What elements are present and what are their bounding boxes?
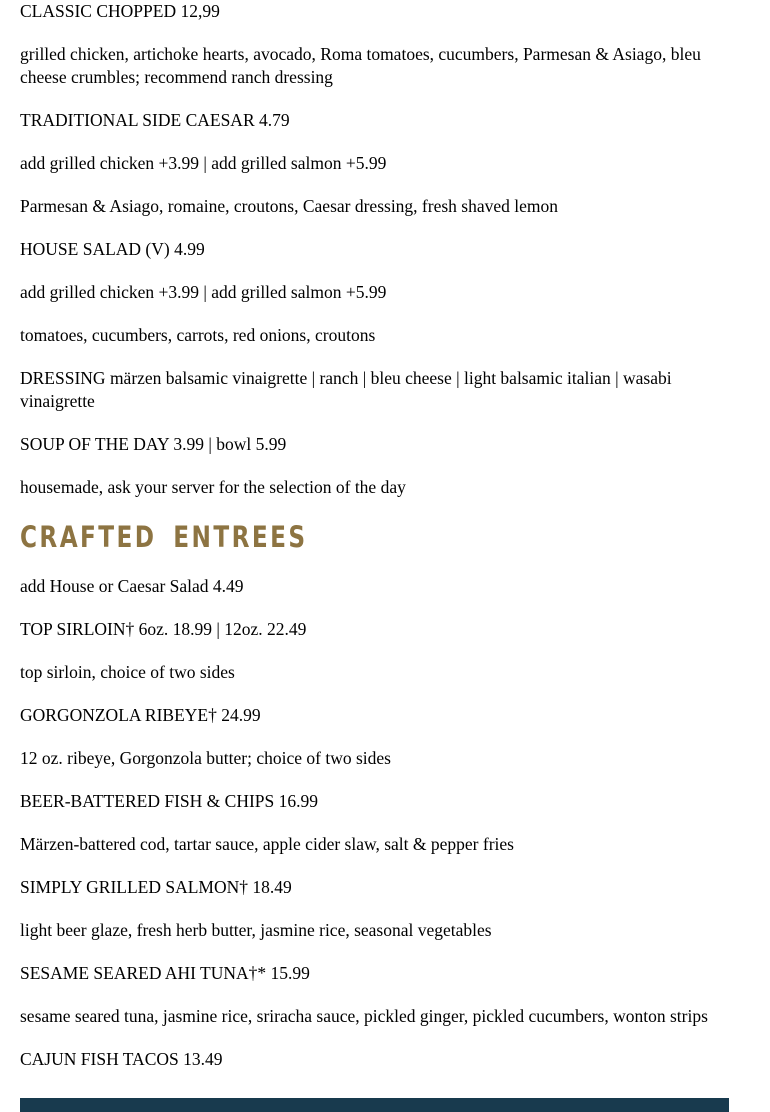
- menu-item-line: GORGONZOLA RIBEYE† 24.99: [20, 705, 261, 725]
- menu-item-line: BEER-BATTERED FISH & CHIPS 16.99: [20, 791, 319, 811]
- section-heading-crafted-entrees: CRAFTED ENTREES: [20, 520, 308, 554]
- menu-desc-line: 12 oz. ribeye, Gorgonzola butter; choice of two sides: [20, 748, 391, 768]
- menu-item-line: HOUSE SALAD (V) 4.99: [20, 239, 205, 259]
- menu-item-line: SIMPLY GRILLED SALMON† 18.49: [20, 877, 292, 897]
- menu-addon-line: add grilled chicken +3.99 | add grilled salmon +5.99: [20, 153, 387, 173]
- menu-desc-line: housemade, ask your server for the selection of the day: [20, 477, 406, 497]
- menu-item-line: TRADITIONAL SIDE CAESAR 4.79: [20, 110, 290, 130]
- menu-desc-line: tomatoes, cucumbers, carrots, red onions, croutons: [20, 325, 376, 345]
- menu-item-line: CAJUN FISH TACOS 13.49: [20, 1049, 223, 1069]
- menu-item-line: CLASSIC CHOPPED 12,99: [20, 1, 220, 21]
- menu-desc-line: light beer glaze, fresh herb butter, jasmine rice, seasonal vegetables: [20, 920, 492, 940]
- menu-desc-line: grilled chicken, artichoke hearts, avocado, Roma tomatoes, cucumbers, Parmesan & Asiago, bleu cheese crumbles; recommend ranch dressing: [20, 44, 701, 87]
- menu-desc-line: top sirloin, choice of two sides: [20, 662, 235, 682]
- menu-addon-line: add grilled chicken +3.99 | add grilled salmon +5.99: [20, 282, 387, 302]
- menu-item-line: SOUP OF THE DAY 3.99 | bowl 5.99: [20, 434, 287, 454]
- menu-item-line: TOP SIRLOIN† 6oz. 18.99 | 12oz. 22.49: [20, 619, 307, 639]
- menu-desc-line: Märzen-battered cod, tartar sauce, apple cider slaw, salt & pepper fries: [20, 834, 514, 854]
- menu-desc-line: sesame seared tuna, jasmine rice, sriracha sauce, pickled ginger, pickled cucumbers, wonton strips: [20, 1006, 708, 1026]
- menu-addon-line: add House or Caesar Salad 4.49: [20, 576, 244, 596]
- menu-item-line: SESAME SEARED AHI TUNA†* 15.99: [20, 963, 310, 983]
- menu-dressing-line: DRESSING märzen balsamic vinaigrette | ranch | bleu cheese | light balsamic italian | wasabi vinaigrette: [20, 368, 672, 411]
- menu-desc-line: Parmesan & Asiago, romaine, croutons, Caesar dressing, fresh shaved lemon: [20, 196, 558, 216]
